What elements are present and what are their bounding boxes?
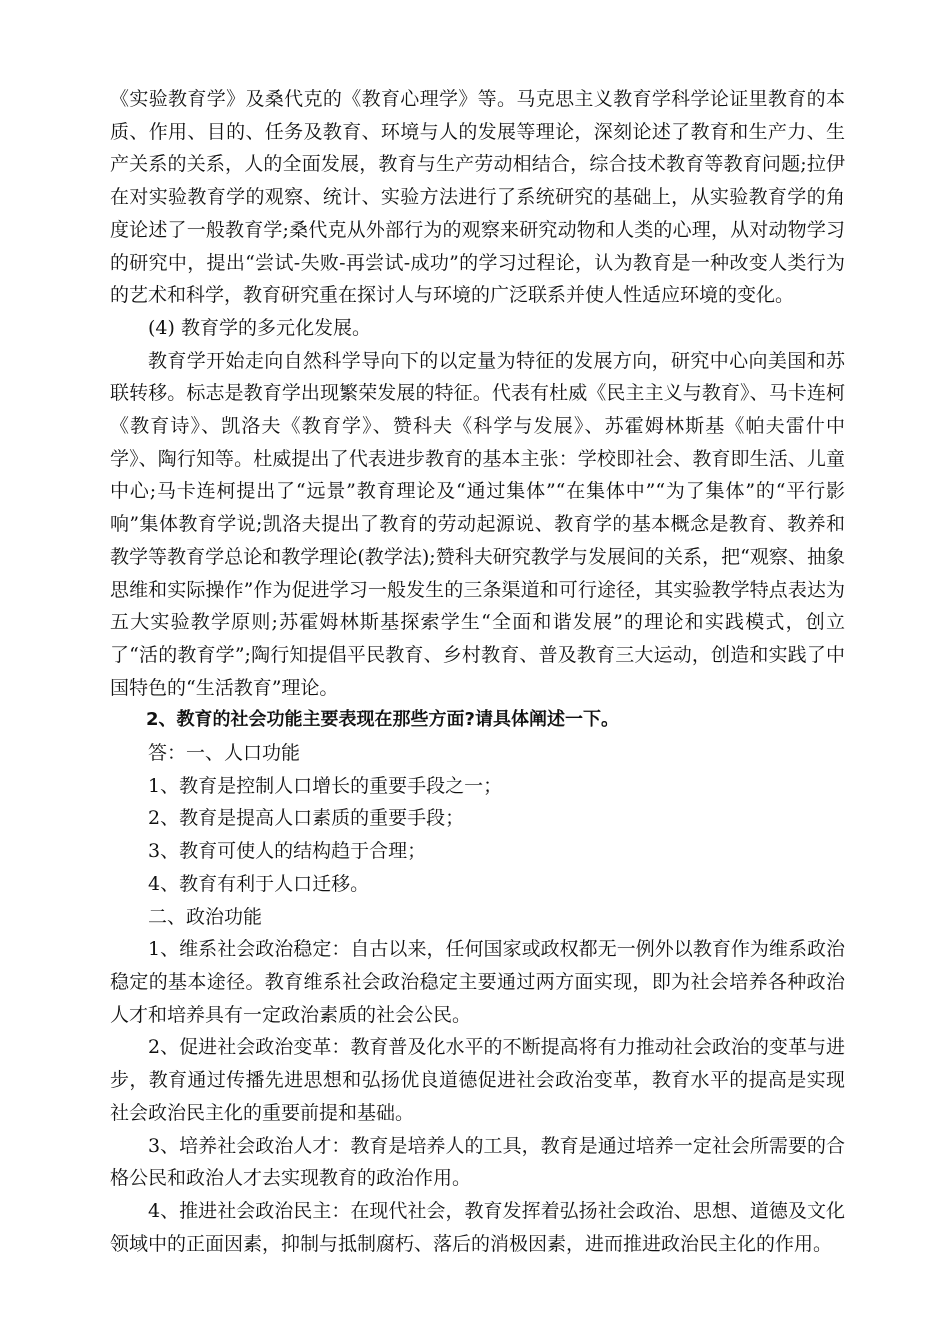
heading-political-function: 二、政治功能: [148, 905, 263, 928]
list-item-population-2: 2、教育是提高人口素质的重要手段；: [148, 807, 465, 830]
question-social-functions: 2、教育的社会功能主要表现在那些方面?请具体阐述一下。: [146, 709, 619, 731]
document-page: [110, 83, 845, 1260]
list-item-population-1: 1、教育是控制人口增长的重要手段之一；: [148, 774, 503, 797]
paragraph-pluralistic-development: 教育学开始走向自然科学导向下的以定量为特征的发展方向，研究中心向美国和苏联转移。标志是教育学出现繁荣发展的特征。代表有杜威《民主主义与教育》、马卡连柯《教育诗》、凯洛夫《教育学》、赞科夫《科学与发展》、苏霍姆林斯基《帕夫雷什中学》、陶行知等。杜威提出了代表进步教育的基本主张：学校即社会、教育即生活、儿童中心;马卡连柯提出了“远景”教育理论及“通过集体”“在集体中”“为了集体”的“平行影响”集体教育学说;凯洛夫提出了教育的劳动起源说、教育学的基本概念是教育、教养和教学等教育学总论和教学理论(教学法);赞科夫研究教学与发展间的关系，把“观察、抽象思维和实际操作”作为促进学习一般发生的三条渠道和可行途径，其实验教学特点表达为五大实验教学原则;苏霍姆林斯基探索学生“全面和谐发展”的理论和实践模式，创立了“活的教育学”;陶行知提倡平民教育、乡村教育、普及教育三大运动，创造和实践了中国特色的“生活教育”理论。: [110, 349, 845, 699]
list-item-population-4: 4、教育有利于人口迁移。: [148, 872, 370, 895]
paragraph-experimental-pedagogy: 《实验教育学》及桑代克的《教育心理学》等。马克思主义教育学科学论证里教育的本质、作用、目的、任务及教育、环境与人的发展等理论，深刻论述了教育和生产力、生产关系的关系，人的全面发展，教育与生产劳动相结合，综合技术教育等教育问题;拉伊在对实验教育学的观察、统计、实验方法进行了系统研究的基础上，从实验教育学的角度论述了一般教育学;桑代克从外部行为的观察来研究动物和人类的心理，从对动物学习的研究中，提出“尝试-失败-再尝试-成功”的学习过程论，认为教育是一种改变人类行为的艺术和科学，教育研究重在探讨人与环境的广泛联系并使人性适应环境的变化。: [110, 88, 845, 307]
list-item-political-4: 4、推进社会政治民主：在现代社会，教育发挥着弘扬社会政治、思想、道德及文化领域中的正面因素，抑制与抵制腐朽、落后的消极因素，进而推进政治民主化的作用。: [110, 1199, 845, 1255]
heading-pluralistic-development: (4) 教育学的多元化发展。: [148, 316, 371, 339]
list-item-political-2: 2、促进社会政治变革：教育普及化水平的不断提高将有力推动社会政治的变革与进步，教育通过传播先进思想和弘扬优良道德促进社会政治变革，教育水平的提高是实现社会政治民主化的重要前提和基础。: [110, 1036, 845, 1124]
list-item-political-3: 3、培养社会政治人才：教育是培养人的工具，教育是通过培养一定社会所需要的合格公民和政治人才去实现教育的政治作用。: [110, 1134, 845, 1190]
answer-population-function: 答：一、人口功能: [148, 742, 301, 765]
list-item-population-3: 3、教育可使人的结构趋于合理；: [148, 840, 427, 863]
list-item-political-1: 1、维系社会政治稳定：自古以来，任何国家或政权都无一例外以教育作为维系政治稳定的基本途径。教育维系社会政治稳定主要通过两方面实现，即为社会培养各种政治人才和培养具有一定政治素质的社会公民。: [110, 938, 845, 1026]
